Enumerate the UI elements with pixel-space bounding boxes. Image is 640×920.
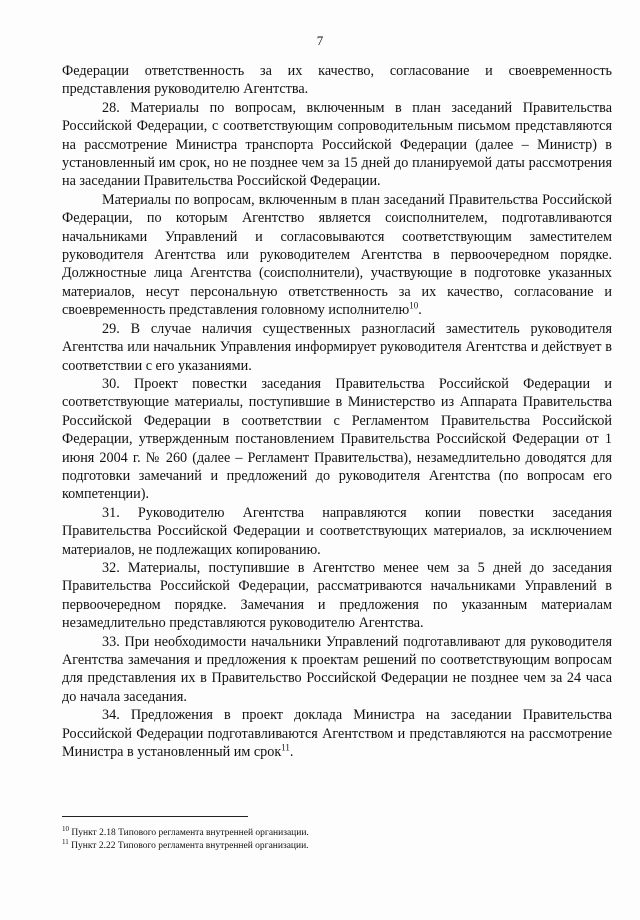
footnote-ref-10[interactable]: 10 [409, 300, 419, 311]
paragraph-tail: . [289, 744, 294, 761]
paragraph-continuation [62, 62, 612, 99]
paragraph-34 [62, 706, 612, 761]
footnote-11 [62, 837, 612, 853]
paragraph-28 [62, 99, 612, 191]
paragraph-text: Федерации ответственность за их качество, согласование и своевременность представления руководителю Агентства. [62, 63, 612, 98]
footnote-ref-11[interactable]: 11 [281, 742, 290, 753]
paragraph-31 [62, 504, 612, 559]
paragraph-30 [62, 375, 612, 504]
paragraph-text: 29. В случае наличия существенных разногласий заместитель руководителя Агентства или начальник Управления информирует руководителя Агентства и действует в соответствии с его указаниями. [62, 320, 612, 374]
paragraph-text: 33. При необходимости начальники Управлений подготавливают для руководителя Агентства замечания и предложения к проектам решений по соответствующим вопросам для представления их в Правительство Российской Федерации не позднее чем за 24 часа до начала заседания. [62, 633, 612, 705]
footnote-divider [62, 816, 248, 817]
paragraph-text: 34. Предложения в проект доклада Министра на заседании Правительства Российской Федерации подготавливаются Агентством и представляются на рассмотрение Министра в установленный им срок [62, 707, 612, 761]
paragraph-text: 28. Материалы по вопросам, включенным в план заседаний Правительства Российской Федерации, с соответствующим сопроводительным письмом представляются на рассмотрение Министра транспорта Российской Федерации (далее – Министр) в установленный им срок, но не позднее чем за 15 дней до планируемой даты рассмотрения на заседании Правительства Российской Федерации. [62, 99, 612, 190]
footnotes [62, 824, 612, 852]
paragraph-29 [62, 320, 612, 375]
footnote-10 [62, 824, 612, 840]
footnote-mark: 11 [62, 837, 69, 846]
footnote-text: Пункт 2.22 Типового регламента внутренней организации. [68, 840, 309, 851]
document-body [62, 62, 612, 761]
footnote-text: Пункт 2.18 Типового регламента внутренней организации. [69, 828, 309, 838]
paragraph-text: 31. Руководителю Агентства направляются копии повестки заседания Правительства Российской Федерации и соответствующих материалов, за исключением материалов, не подлежащих копированию. [62, 504, 612, 558]
paragraph-text: 32. Материалы, поступившие в Агентство менее чем за 5 дней до заседания Правительства Российской Федерации, рассматриваются начальниками Управлений в первоочередном порядке. Замечания и предложения по указанным материалам незамедлительно представляются руководителю Агентства. [62, 559, 612, 632]
paragraph-32 [62, 559, 612, 633]
paragraph-text: 30. Проект повестки заседания Правительства Российской Федерации и соответствующие материалы, поступившие в Министерство из Аппарата Правительства Российской Федерации в соответствии с Регламентом Правительства Российской Федерации, утвержденным постановлением Правительства Российской Федерации от 1 июня 2004 г. № 260 (далее – Регламент Правительства), незамедлительно доводятся для подготовки замечаний и предложений до руководителя Агентства (по вопросам его компетенции). [62, 375, 612, 503]
paragraph-tail: . [418, 302, 422, 319]
paragraph-text: Материалы по вопросам, включенным в план заседаний Правительства Российской Федерации, по которым Агентство является соисполнителем, подготавливаются начальниками Управлений и согласовываются соответствующим заместителем руководителя Агентства или руководителем Агентства в первоочередном порядке. Должностные лица Агентства (соисполнители), участвующие в подготовке указанных материалов, несут персональную ответственность за их качество, согласование и своевременность представления головному исполнителю [62, 191, 612, 319]
footnote-mark: 10 [62, 824, 69, 833]
paragraph-co-executor [62, 191, 612, 320]
page-number: 7 [316, 33, 324, 48]
paragraph-33 [62, 633, 612, 707]
